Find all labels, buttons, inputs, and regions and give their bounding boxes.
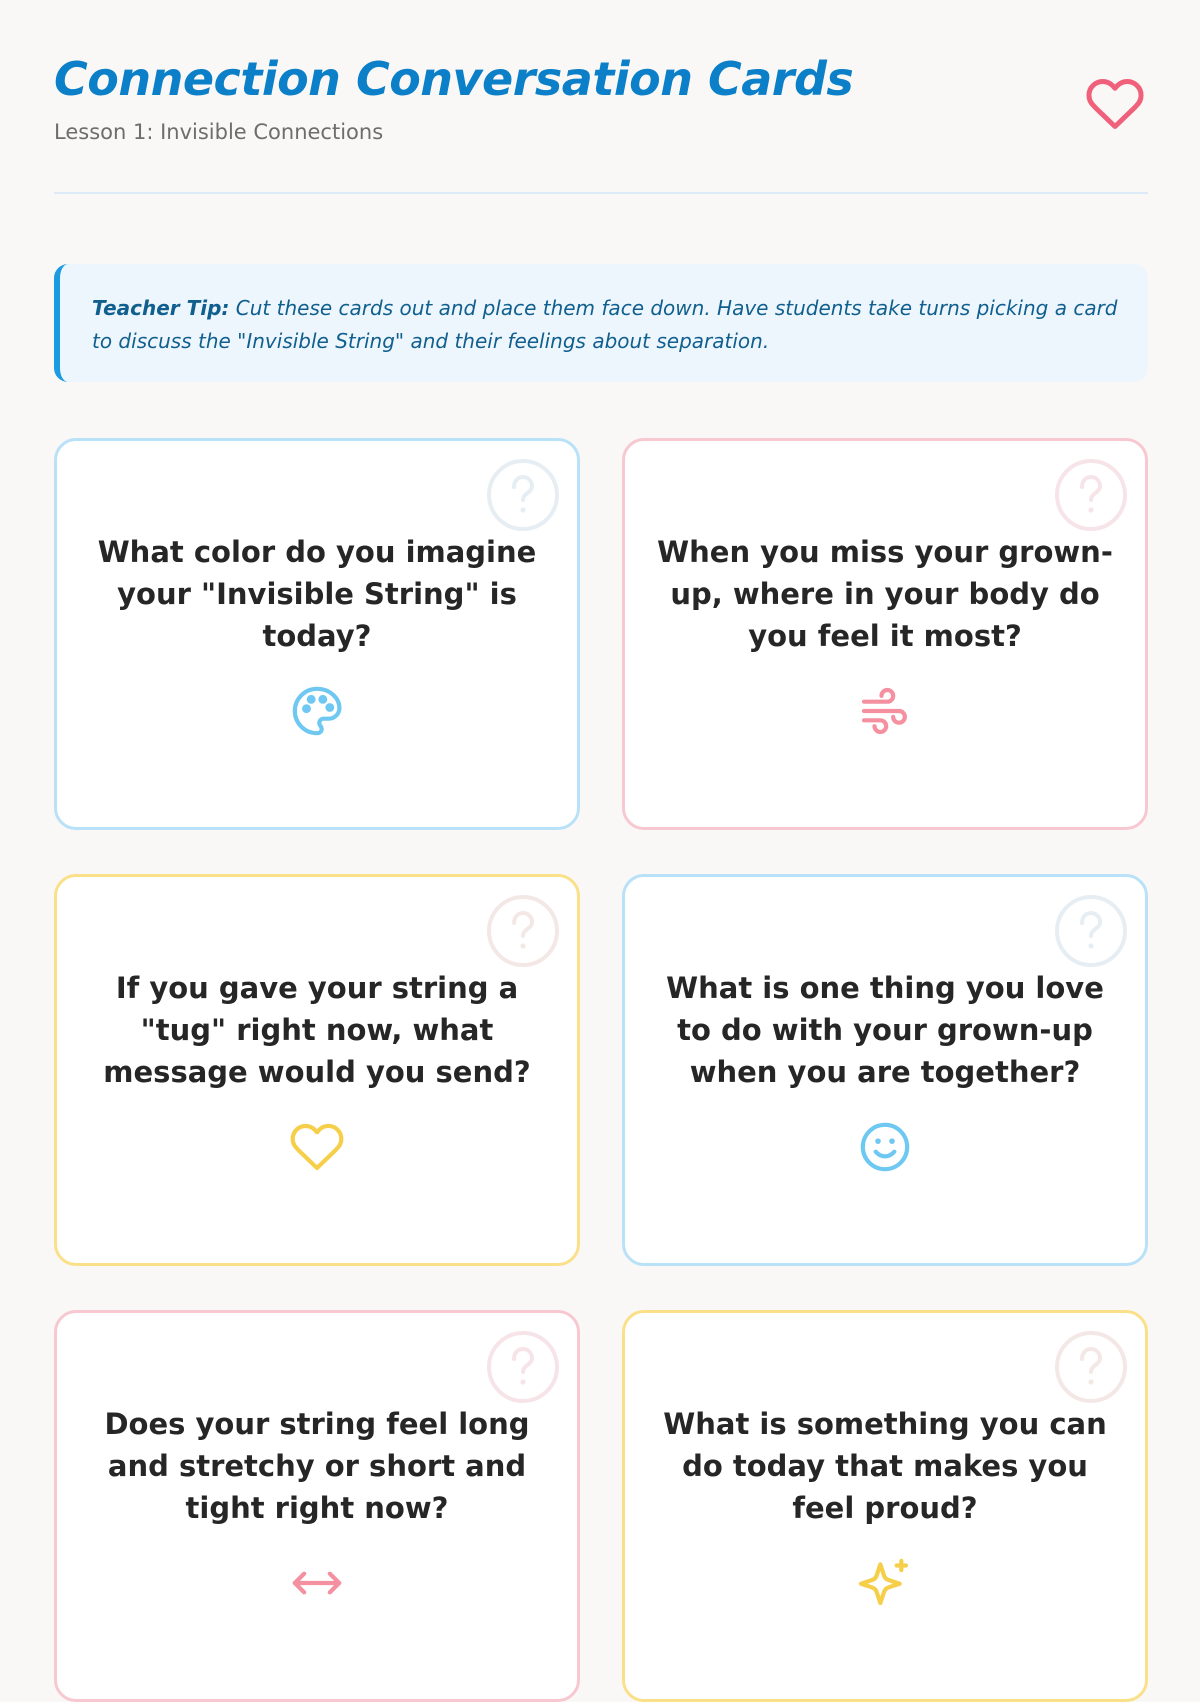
arrows-horizontal-icon	[289, 1555, 345, 1611]
card-question: What is something you can do today that makes you feel proud?	[663, 1407, 1107, 1525]
question-mark-icon	[1053, 457, 1129, 533]
heart-icon	[289, 1119, 345, 1175]
teacher-tip	[54, 264, 1148, 382]
wind-icon	[857, 683, 913, 739]
card-question: What color do you imagine your "Invisible String" is today?	[97, 535, 537, 653]
conversation-card	[54, 438, 580, 830]
conversation-card	[622, 874, 1148, 1266]
question-mark-icon	[1053, 1329, 1129, 1405]
card-question: When you miss your grown-up, where in your body do you feel it most?	[657, 535, 1113, 653]
page-subtitle: Lesson 1: Invisible Connections	[54, 120, 384, 144]
conversation-card	[54, 1310, 580, 1702]
sparkles-icon	[857, 1555, 913, 1611]
card-question: Does your string feel long and stretchy or short and tight right now?	[104, 1407, 530, 1525]
heart-icon	[1082, 74, 1148, 134]
question-mark-icon	[485, 457, 561, 533]
page-title: Connection Conversation Cards	[54, 52, 854, 106]
worksheet-page	[54, 0, 1148, 1600]
teacher-tip-text: Cut these cards out and place them face down. Have students take turns picking a card to discuss the "Invisible String" and their feelings about separation.	[92, 296, 1118, 353]
palette-icon	[289, 683, 345, 739]
header	[54, 52, 1148, 152]
question-mark-icon	[1053, 893, 1129, 969]
question-mark-icon	[485, 1329, 561, 1405]
card-question: If you gave your string a "tug" right now, what message would you send?	[103, 971, 531, 1089]
header-divider	[54, 192, 1148, 194]
smile-icon	[857, 1119, 913, 1175]
question-mark-icon	[485, 893, 561, 969]
conversation-card	[622, 1310, 1148, 1702]
conversation-card	[54, 874, 580, 1266]
card-question: What is one thing you love to do with your grown-up when you are together?	[666, 971, 1104, 1089]
conversation-card	[622, 438, 1148, 830]
teacher-tip-label: Teacher Tip:	[92, 296, 230, 320]
